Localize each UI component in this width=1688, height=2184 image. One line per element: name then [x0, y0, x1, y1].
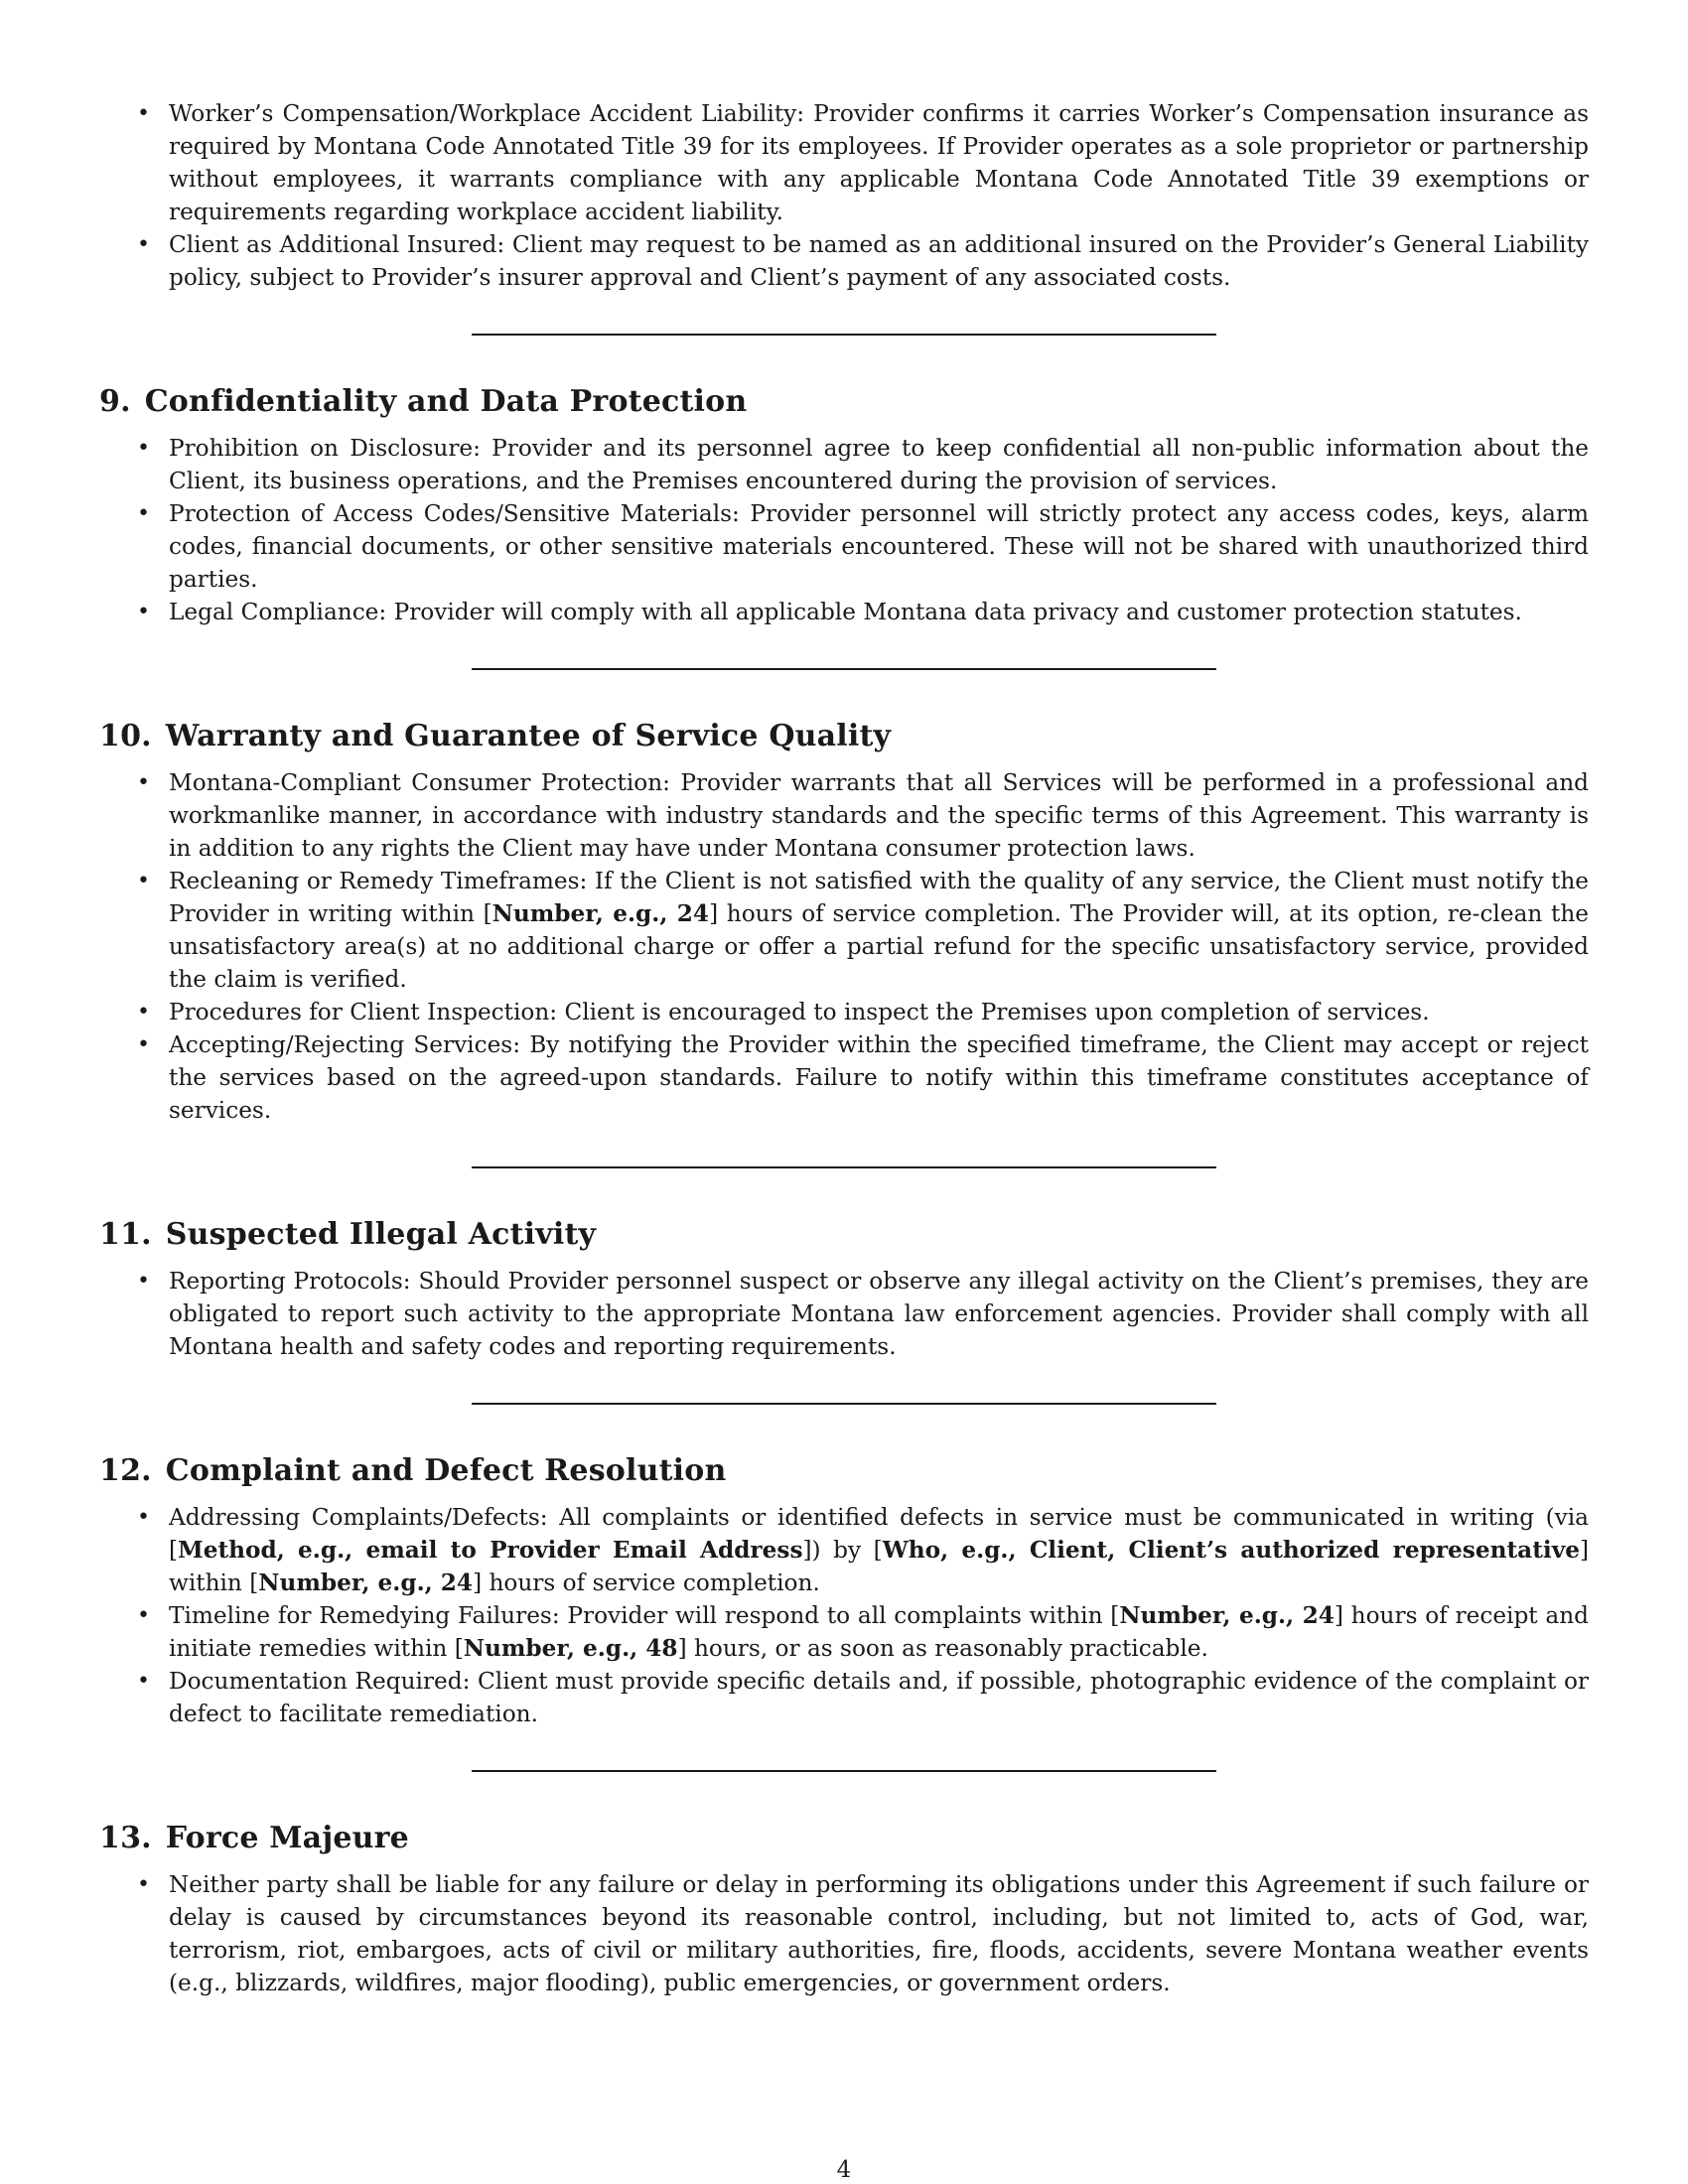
section-heading-12: 12. Complaint and Defect Resolution: [99, 1453, 727, 1488]
section-divider: [472, 334, 1216, 336]
list-item: • Procedures for Client Inspection: Client is encouraged to inspect the Premises upon completion of services.: [99, 996, 1589, 1028]
list-item: • Prohibition on Disclosure: Provider and its personnel agree to keep confidential all non-public information about the Client, its business operations, and the Premises encountered during the provision of services.: [99, 432, 1589, 497]
list-item: • Documentation Required: Client must provide specific details and, if possible, photographic evidence of the complaint or defect to facilitate remediation.: [99, 1665, 1589, 1730]
placeholder-field: Number, e.g., 48: [463, 1635, 678, 1662]
section-10-list: [99, 766, 1589, 1127]
list-item: • Montana-Compliant Consumer Protection: Provider warrants that all Services will be performed in a professional and workmanlike manner, in accordance with industry standards and the specific terms of this Agreement. This warranty is in addition to any rights the Client may have under Montana consumer protection laws.: [99, 766, 1589, 865]
placeholder-field: Method, e.g., email to Provider Email Address: [178, 1537, 803, 1564]
placeholder-field: Number, e.g., 24: [1119, 1602, 1335, 1629]
section-heading-9: 9. Confidentiality and Data Protection: [99, 384, 748, 419]
list-item: • Worker’s Compensation/Workplace Accident Liability: Provider confirms it carries Worker’s Compensation insurance as required by Montana Code Annotated Title 39 for its employees. If Provider operates as a sole proprietor or partnership without employees, it warrants compliance with any applicable Montana Code Annotated Title 39 exemptions or requirements regarding workplace accident liability.: [99, 97, 1589, 228]
list-item: • Neither party shall be liable for any failure or delay in performing its obligations under this Agreement if such failure or delay is caused by circumstances beyond its reasonable control, including, but not limited to, acts of God, war, terrorism, riot, embargoes, acts of civil or military authorities, fire, floods, accidents, severe Montana weather events (e.g., blizzards, wildfires, major flooding), public emergencies, or government orders.: [99, 1868, 1589, 1999]
document-page: [99, 97, 1589, 1999]
section-divider: [472, 1403, 1216, 1405]
section-heading-10: 10. Warranty and Guarantee of Service Quality: [99, 719, 892, 753]
section-divider: [472, 1770, 1216, 1772]
placeholder-field: Number, e.g., 24: [492, 900, 710, 927]
page-number: 4: [836, 2157, 852, 2183]
list-item: • Accepting/Rejecting Services: By notifying the Provider within the specified timeframe, the Client may accept or reject the services based on the agreed-upon standards. Failure to notify within this timeframe constitutes acceptance of services.: [99, 1028, 1589, 1127]
section-9-list: [99, 432, 1589, 628]
section-divider: [472, 668, 1216, 670]
section-11-list: [99, 1265, 1589, 1363]
list-item: • Timeline for Remedying Failures: Provider will respond to all complaints within [Number, e.g., 24] hours of receipt and initiate remedies within [Number, e.g., 48] hours, or as soon as reasonably practicable.: [99, 1599, 1589, 1665]
placeholder-field: Number, e.g., 24: [258, 1570, 474, 1596]
list-item: • Reporting Protocols: Should Provider personnel suspect or observe any illegal activity on the Client’s premises, they are obligated to report such activity to the appropriate Montana law enforcement agencies. Provider shall comply with all Montana health and safety codes and reporting requirements.: [99, 1265, 1589, 1363]
section-heading-11: 11. Suspected Illegal Activity: [99, 1217, 597, 1252]
section-12-list: [99, 1501, 1589, 1730]
intro-list: [99, 97, 1589, 294]
section-13-list: [99, 1868, 1589, 1999]
list-item: • Recleaning or Remedy Timeframes: If the Client is not satisfied with the quality of any service, the Client must notify the Provider in writing within [Number, e.g., 24] hours of service completion. The Provider will, at its option, re-clean the unsatisfactory area(s) at no additional charge or offer a partial refund for the specific unsatisfactory service, provided the claim is verified.: [99, 865, 1589, 996]
section-heading-13: 13. Force Majeure: [99, 1821, 409, 1855]
section-divider: [472, 1166, 1216, 1168]
list-item: • Client as Additional Insured: Client may request to be named as an additional insured on the Provider’s General Liability policy, subject to Provider’s insurer approval and Client’s payment of any associated costs.: [99, 228, 1589, 294]
placeholder-field: Who, e.g., Client, Client’s authorized representative: [882, 1537, 1580, 1564]
list-item: • Addressing Complaints/Defects: All complaints or identified defects in service must be communicated in writing (via [Method, e.g., email to Provider Email Address]) by [Who, e.g., Client, Client’s authorized representative] within [Number, e.g., 24] hours of service completion.: [99, 1501, 1589, 1599]
list-item: • Protection of Access Codes/Sensitive Materials: Provider personnel will strictly protect any access codes, keys, alarm codes, financial documents, or other sensitive materials encountered. These will not be shared with unauthorized third parties.: [99, 497, 1589, 596]
list-item: • Legal Compliance: Provider will comply with all applicable Montana data privacy and customer protection statutes.: [99, 596, 1589, 628]
